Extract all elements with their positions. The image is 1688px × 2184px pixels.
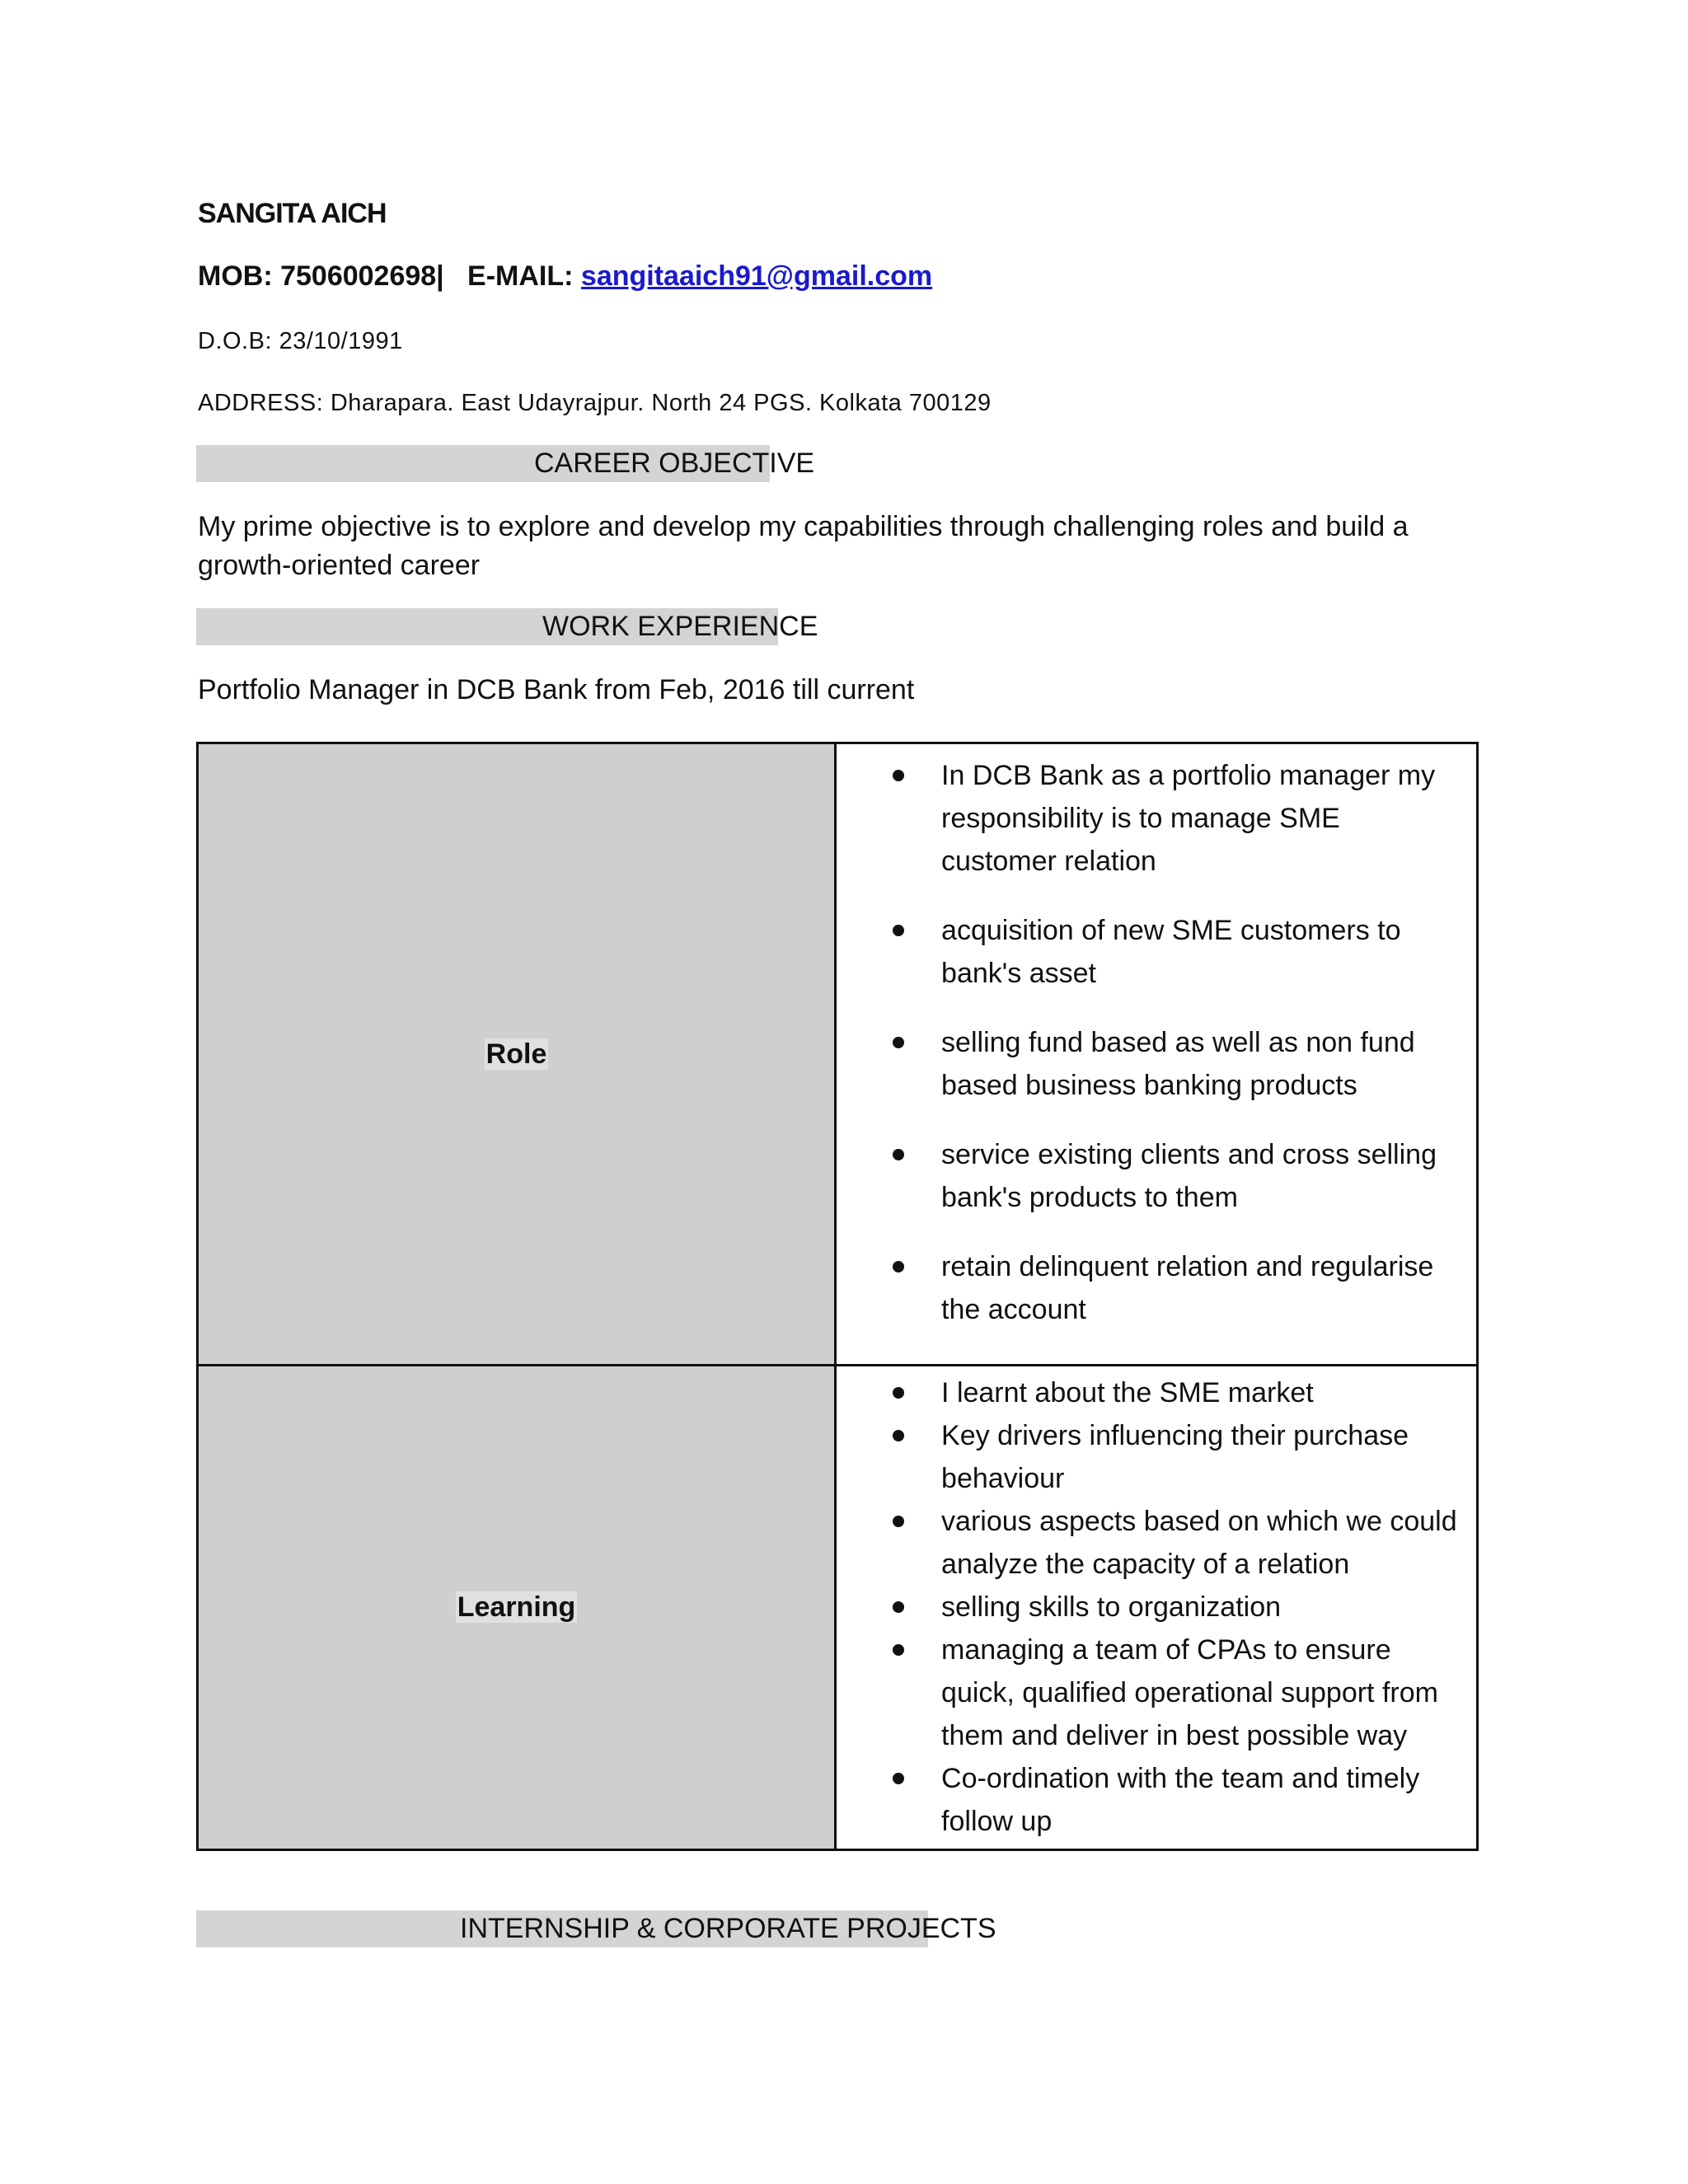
list-item: Key drivers influencing their purchase behaviour — [837, 1414, 1460, 1500]
bullet-icon — [893, 1644, 904, 1656]
list-item: Co-ordination with the team and timely follow up — [837, 1757, 1460, 1843]
list-item: selling skills to organization — [837, 1586, 1460, 1629]
experience-table — [196, 742, 1479, 1851]
bullet-icon — [893, 1037, 904, 1048]
career-objective-title: CAREER OBJECTIVE — [534, 448, 815, 479]
role-row — [198, 743, 1478, 1366]
current-position: Portfolio Manager in DCB Bank from Feb, 2016 till current — [198, 674, 915, 705]
email-label: E-MAIL: — [467, 260, 574, 292]
bullet-icon — [893, 1773, 904, 1784]
address: ADDRESS: Dharapara. East Udayrajpur. North 24 PGS. Kolkata 700129 — [198, 390, 992, 416]
bullet-icon — [893, 1601, 904, 1613]
date-of-birth: D.O.B: 23/10/1991 — [198, 328, 403, 354]
list-item: retain delinquent relation and regularise the account — [837, 1245, 1460, 1331]
list-item: acquisition of new SME customers to bank's asset — [837, 909, 1460, 995]
role-label: Role — [485, 1038, 547, 1070]
list-item: In DCB Bank as a portfolio manager my responsibility is to manage SME customer relation — [837, 754, 1460, 883]
learning-list — [837, 1366, 1476, 1843]
career-objective-heading — [196, 445, 815, 482]
bullet-icon — [893, 1516, 904, 1527]
role-items-cell — [836, 743, 1478, 1366]
career-objective-text: My prime objective is to explore and develop my capabilities through challenging roles and build a growth-oriented career — [198, 511, 1409, 581]
role-label-cell — [198, 743, 836, 1366]
bullet-icon — [893, 1261, 904, 1272]
list-item: managing a team of CPAs to ensure quick, qualified operational support from them and deliver in best possible way — [837, 1629, 1460, 1757]
internship-heading — [196, 1910, 996, 1947]
bullet-icon — [893, 1387, 904, 1399]
work-experience-heading — [196, 608, 818, 645]
email-link[interactable]: sangitaaich91@gmail.com — [580, 260, 933, 292]
bullet-icon — [893, 770, 904, 781]
bullet-icon — [893, 925, 904, 936]
bullet-icon — [893, 1149, 904, 1160]
list-item: I learnt about the SME market — [837, 1371, 1460, 1414]
list-item: various aspects based on which we could analyze the capacity of a relation — [837, 1500, 1460, 1586]
learning-label: Learning — [457, 1591, 576, 1623]
mobile-number: MOB: 7506002698| — [198, 260, 444, 292]
contact-line — [198, 260, 932, 293]
candidate-name: SANGITA AICH — [198, 198, 387, 229]
role-list — [837, 744, 1476, 1331]
list-item: selling fund based as well as non fund based business banking products — [837, 1021, 1460, 1107]
list-item: service existing clients and cross selling bank's products to them — [837, 1133, 1460, 1219]
learning-items-cell — [836, 1366, 1478, 1850]
learning-label-cell — [198, 1366, 836, 1850]
work-experience-title: WORK EXPERIENCE — [542, 611, 818, 642]
bullet-icon — [893, 1430, 904, 1441]
learning-row — [198, 1366, 1478, 1850]
internship-title: INTERNSHIP & CORPORATE PROJECTS — [460, 1913, 996, 1944]
